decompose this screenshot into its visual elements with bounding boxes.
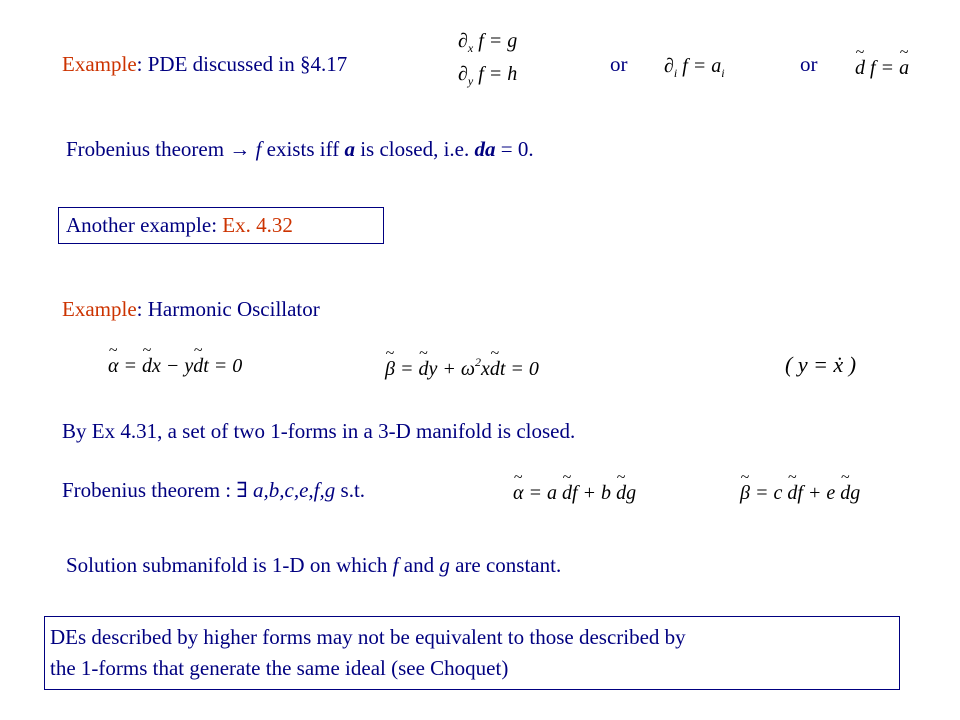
exercise-ref: Ex. 4.32 (222, 213, 293, 237)
example-label: Example (62, 52, 137, 76)
note-line-1: DEs described by higher forms may not be equivalent to those described by (50, 625, 686, 649)
or-text-1: or (610, 52, 628, 76)
velocity-definition: ( y = ẋ ) (785, 352, 857, 377)
or-text-2: or (800, 52, 818, 76)
note-line-2: the 1-forms that generate the same ideal (see Choquet) (50, 656, 509, 680)
frobenius-closed-line: Frobenius theorem → f exists iff a is closed, i.e. da = 0. (66, 137, 534, 161)
pde-equation-form: ~ d f = ~ a (855, 57, 909, 80)
beta-form-equation: ~ β = ~ dy + $\omega^2x\sim$ dt = 0 (385, 355, 539, 381)
frobenius-existence-line: Frobenius theorem : ∃ a,b,c,e,f,g s.t. (62, 478, 366, 502)
pde-example-line (62, 52, 347, 77)
solution-submanifold-line: Solution submanifold is 1-D on which f and g are constant. (66, 553, 562, 577)
alpha-form-equation: ~ α = ~ dx − y~ dt = 0 (108, 355, 242, 378)
pde-equation-index: $\partial_i$ $f = a_i$ (664, 55, 725, 80)
another-example-text: Another example: Ex. 4.32 (66, 213, 293, 237)
closed-set-statement: By Ex 4.31, a set of two 1-forms in a 3-D manifold is closed. (62, 419, 576, 443)
alpha-decomposition: ~ α = a ~ df + b ~ dg (513, 482, 636, 505)
pde-equation-y: $\partial_y$ f = h (458, 63, 518, 88)
harmonic-oscillator-title: Example: Harmonic Oscillator (62, 297, 320, 321)
beta-decomposition: ~ β = c ~ df + e ~ dg (740, 482, 860, 505)
example-label-2: Example (62, 297, 137, 321)
pde-equation-x: $\partial_x$ f = g (458, 30, 518, 55)
pde-description: : PDE discussed in §4.17 (136, 52, 348, 76)
